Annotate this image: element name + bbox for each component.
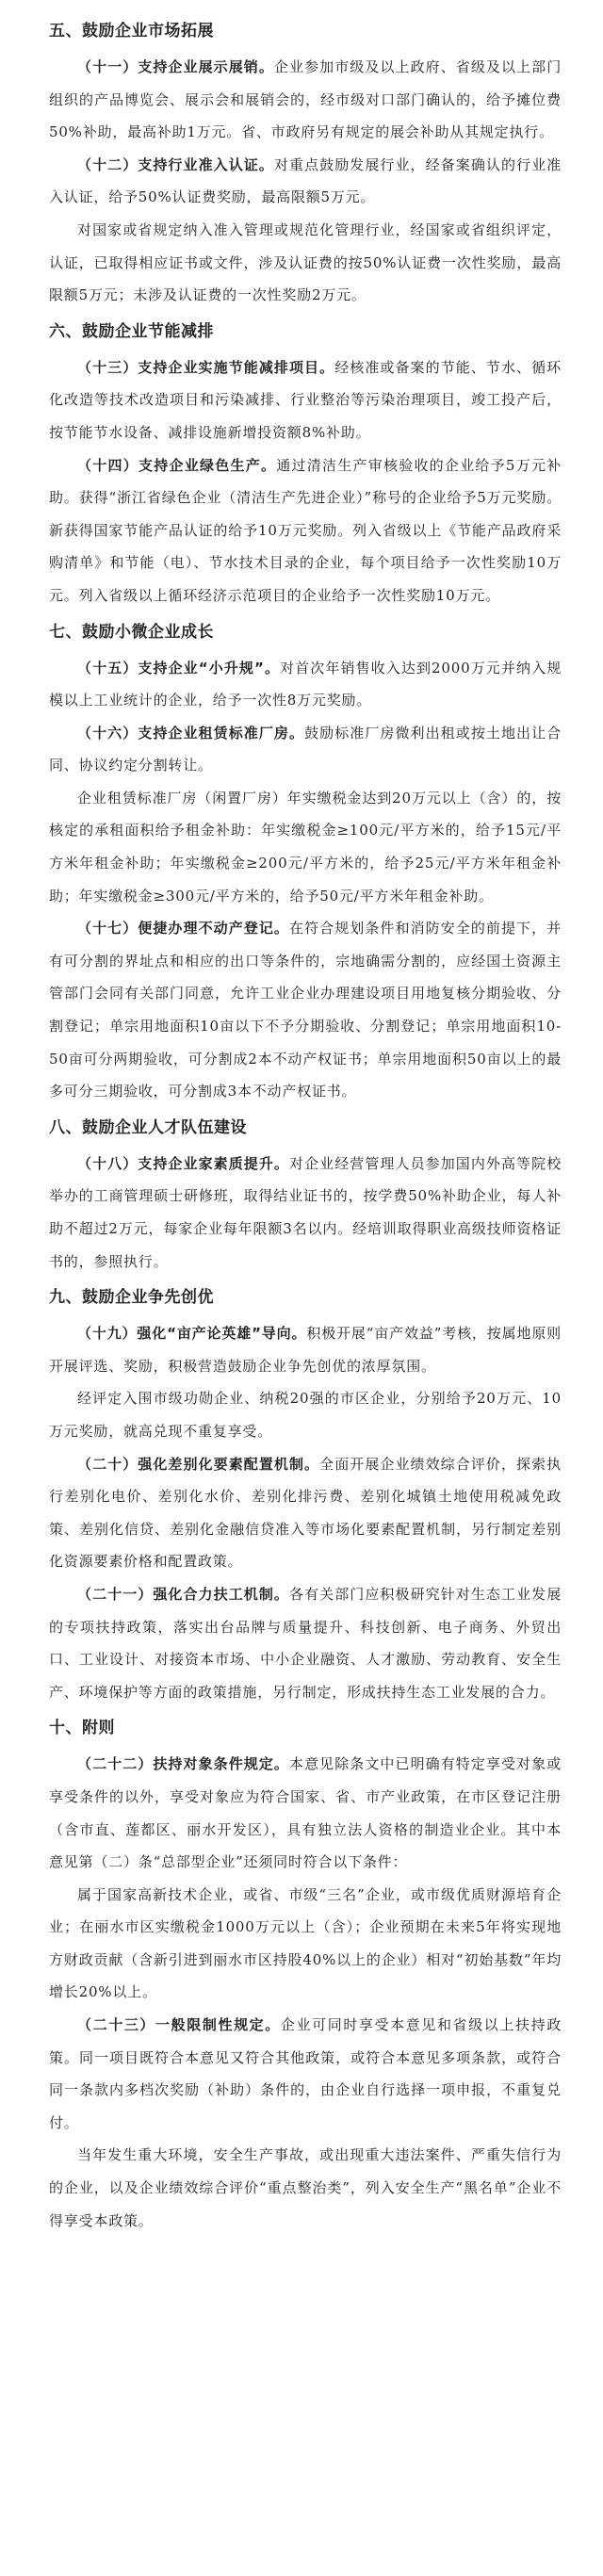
paragraph — [49, 1448, 562, 1578]
clause-heading: （十六）支持企业租赁标准厂房。 — [77, 724, 305, 742]
clause-text: 通过清洁生产审核验收的企业给予5万元补助。获得“浙江省绿色企业（清洁生产先进企业）”称号的企业给予5万元奖励。新获得国家节能产品认证的给予10万元奖励。列入省级以上《节能产品政府采购清单》和节能（电）、节水技术目录的企业，每个项目给予一次性奖励10万元。列入省级以上循环经济示范项目的企业给予一次性奖励10万元。 — [49, 456, 562, 604]
clause-text: 对重点鼓励发展行业，经备案确认的行业准入认证，给予50%认证费奖励，最高限额5万元。 — [49, 155, 562, 206]
clause-text: 对首次年销售收入达到2000万元并纳入规模以上工业统计的企业，给予一次性8万元奖励。 — [49, 659, 562, 709]
clause-text: 鼓励标准厂房微利出租或按土地出让合同、协议约定分割转让。 — [49, 724, 562, 774]
clause-text: 经评定入围市级功勋企业、纳税20强的市区企业，分别给予20万元、10万元奖励，就高兑现不重复享受。 — [49, 1390, 562, 1440]
clause-heading: （十八）支持企业家素质提升。 — [77, 1154, 289, 1172]
paragraph — [49, 652, 562, 717]
clause-heading: （二十三）一般限制性规定。 — [77, 2016, 281, 2034]
paragraph — [49, 1382, 562, 1447]
paragraph — [49, 214, 562, 312]
paragraph — [49, 1578, 562, 1708]
clause-text: 当年发生重大环境，安全生产事故，或出现重大违法案件、严重失信行为的企业，以及企业绩效综合评价“重点整治类”，列入安全生产“黑名单”企业不得享受本政策。 — [49, 2146, 562, 2229]
clause-text: 经核准或备案的节能、节水、循环化改造等技术改造项目和污染减排、行业整治等污染治理项目，竣工投产后，按节能节水设备、减排设施新增投资额8%补助。 — [49, 358, 562, 441]
clause-text: 对企业经营管理人员参加国内外高等院校举办的工商管理硕士研修班，取得结业证书的，按学费50%补助企业，每人补助不超过2万元，每家企业每年限额3名以内。经培训取得职业高级技师资格证书的，参照执行。 — [49, 1154, 562, 1270]
paragraph — [49, 2139, 562, 2237]
clause-heading: （十九）强化“亩产论英雄”导向。 — [77, 1325, 307, 1343]
clause-heading: （十一）支持企业展示展销。 — [77, 58, 274, 75]
paragraph — [49, 149, 562, 214]
clause-heading: （二十二）扶持对象条件规定。 — [77, 1755, 289, 1773]
paragraph — [49, 1879, 562, 2009]
paragraph — [49, 2009, 562, 2139]
paragraph — [49, 51, 562, 149]
clause-heading: （二十一）强化合力扶工机制。 — [77, 1585, 289, 1603]
paragraph — [49, 1317, 562, 1382]
clause-text: 企业租赁标准厂房（闲置厂房）年实缴税金达到20万元以上（含）的，按核定的承租面积给予租金补助：年实缴税金≥100元/平方米的，给予15元/平方米年租金补助；年实缴税金≥200元/平方米的，给予25元/平方米年租金补助；年实缴税金≥300元/平方米的，给予50元/平方米年租金补助。 — [49, 789, 562, 905]
paragraph — [49, 1148, 562, 1278]
paragraph — [49, 912, 562, 1108]
clause-text: 积极开展“亩产效益”考核，按属地原则开展评选、奖励，积极营造鼓励企业争先创优的浓厚氛围。 — [49, 1325, 562, 1375]
paragraph — [49, 1748, 562, 1878]
clause-heading: （十二）支持行业准入认证。 — [77, 155, 274, 173]
clause-heading: （十三）支持企业实施节能减排项目。 — [77, 358, 335, 376]
clause-text: 本意见除条文中已明确有特定享受对象或享受条件的以外，享受对象应为符合国家、省、市产业政策，在市区登记注册（含市直、莲都区、丽水开发区），具有独立法人资格的制造业企业。其中本意见第（二）条“总部型企业”还须同时符合以下条件： — [49, 1755, 562, 1871]
section-title: 八、鼓励企业人才队伍建设 — [49, 1117, 247, 1137]
clause-text: 各有关部门应积极研究针对生态工业发展的专项扶持政策，落实出台品牌与质量提升、科技创新、电子商务、外贸出口、工业设计、对接资本市场、中小企业融资、人才激励、劳动教育、安全生产、环境保护等方面的政策措施，另行制定，形成扶持生态工业发展的合力。 — [49, 1585, 562, 1701]
paragraph — [49, 351, 562, 449]
clause-text: 在符合规划条件和消防安全的前提下，并有可分割的界址点和相应的出口等条件的，宗地确需分割的，应经国土资源主管部门会同有关部门同意，允许工业企业办理建设项目用地复核分期验收、分割登记；单宗用地面积10亩以下不予分期验收、分割登记；单宗用地面积10-50亩可分两期验收，可分割成2本不动产权证书；单宗用地面积50亩以上的最多可分三期验收，可分割成3本不动产权证书。 — [49, 920, 562, 1101]
paragraph — [49, 449, 562, 612]
section-title: 九、鼓励企业争先创优 — [49, 1288, 214, 1308]
clause-text: 全面开展企业绩效综合评价，探索执行差别化电价、差别化水价、差别化排污费、差别化城镇土地使用税减免政策、差别化信贷、差别化金融信贷准入等市场化要素配置机制，另行制定差别化资源要素价格和配置政策。 — [49, 1455, 562, 1571]
section-title: 七、鼓励小微企业成长 — [49, 622, 214, 642]
clause-heading: （十七）便捷办理不动产登记。 — [77, 920, 289, 937]
clause-text: 属于国家高新技术企业，或省、市级“三名”企业，或市级优质财源培育企业；在丽水市区实缴税金1000万元以上（含）；企业预期在未来5年将实现地方财政贡献（含新引进到丽水市区持股40%以上的企业）相对“初始基数”年均增长20%以上。 — [49, 1885, 562, 2001]
paragraph — [49, 782, 562, 912]
clause-text: 企业参加市级及以上政府、省级及以上部门组织的产品博览会、展示会和展销会的，经市级对口部门确认的，给予摊位费50%补助，最高补助1万元。省、市政府另有规定的展会补助从其规定执行。 — [49, 58, 562, 141]
clause-heading: （十四）支持企业绿色生产。 — [77, 456, 277, 474]
clause-text: 企业可同时享受本意见和省级以上扶持政策。同一项目既符合本意见又符合其他政策，或符合本意见多项条款，或符合同一条款内多档次奖励（补助）条件的，由企业自行选择一项申报，不重复兑付。 — [49, 2016, 562, 2131]
clause-heading: （十五）支持企业“小升规”。 — [77, 659, 281, 677]
clause-text: 对国家或省规定纳入准入管理或规范化管理行业，经国家或省组织评定，认证，已取得相应证书或文件，涉及认证费的按50%认证费一次性奖励，最高限额5万元；未涉及认证费的一次性奖励2万元。 — [49, 220, 562, 304]
section-title: 六、鼓励企业节能减排 — [49, 321, 214, 341]
section-title: 五、鼓励企业市场拓展 — [49, 22, 214, 41]
clause-heading: （二十）强化差别化要素配置机制。 — [77, 1455, 320, 1473]
paragraph — [49, 717, 562, 782]
section-title: 十、附则 — [49, 1719, 115, 1738]
